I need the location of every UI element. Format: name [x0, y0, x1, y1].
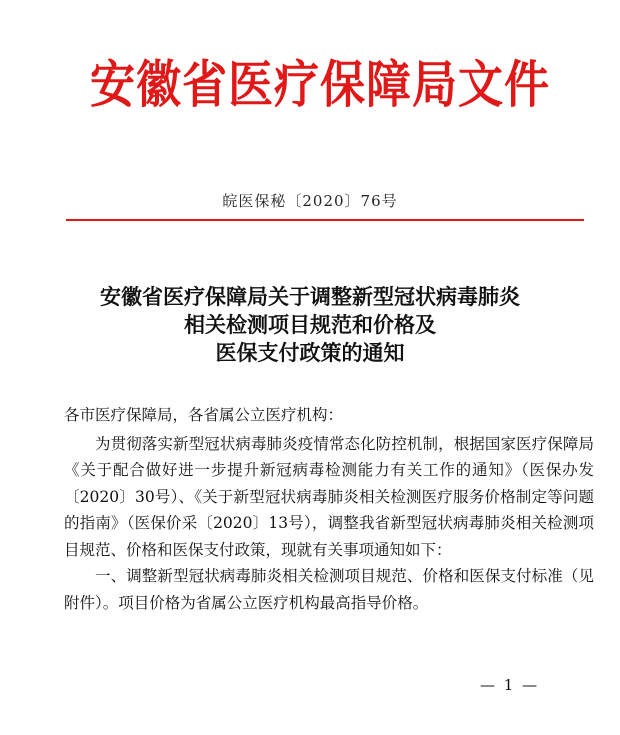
title-line-1: 安徽省医疗保障局关于调整新型冠状病毒肺炎 — [100, 284, 520, 309]
paragraph-2: 一、调整新型冠状病毒肺炎相关检测项目规范、价格和医保支付标准（见附件）。项目价格为省属公立医疗机构最高指导价格。 — [64, 567, 594, 612]
page-number: — 1 — — [480, 676, 540, 694]
title-line-3: 医保支付政策的通知 — [215, 340, 405, 365]
document-number: 皖医保秘〔2020〕76号 — [222, 192, 398, 210]
document-title — [40, 283, 580, 367]
agency-header-title: 安徽省医疗保障局文件 — [89, 55, 550, 115]
document-body — [64, 402, 594, 616]
paragraph-1: 为贯彻落实新型冠状病毒肺炎疫情常态化防控机制，根据国家医疗保障局《关于配合做好进一步提升新冠病毒检测能力有关工作的通知》（医保办发〔2020〕30号）、《关于新型冠状病毒肺炎相关检测医疗服务价格制定等问题的指南》（医保价采〔2020〕13号），调整我省新型冠状病毒肺炎相关检测项目规范、价格和医保支付政策，现就有关事项通知如下： — [64, 434, 594, 559]
title-line-2: 相关检测项目规范和价格及 — [184, 312, 436, 337]
salutation: 各市医疗保障局，各省属公立医疗机构： — [64, 406, 344, 424]
red-divider-line — [66, 219, 584, 221]
